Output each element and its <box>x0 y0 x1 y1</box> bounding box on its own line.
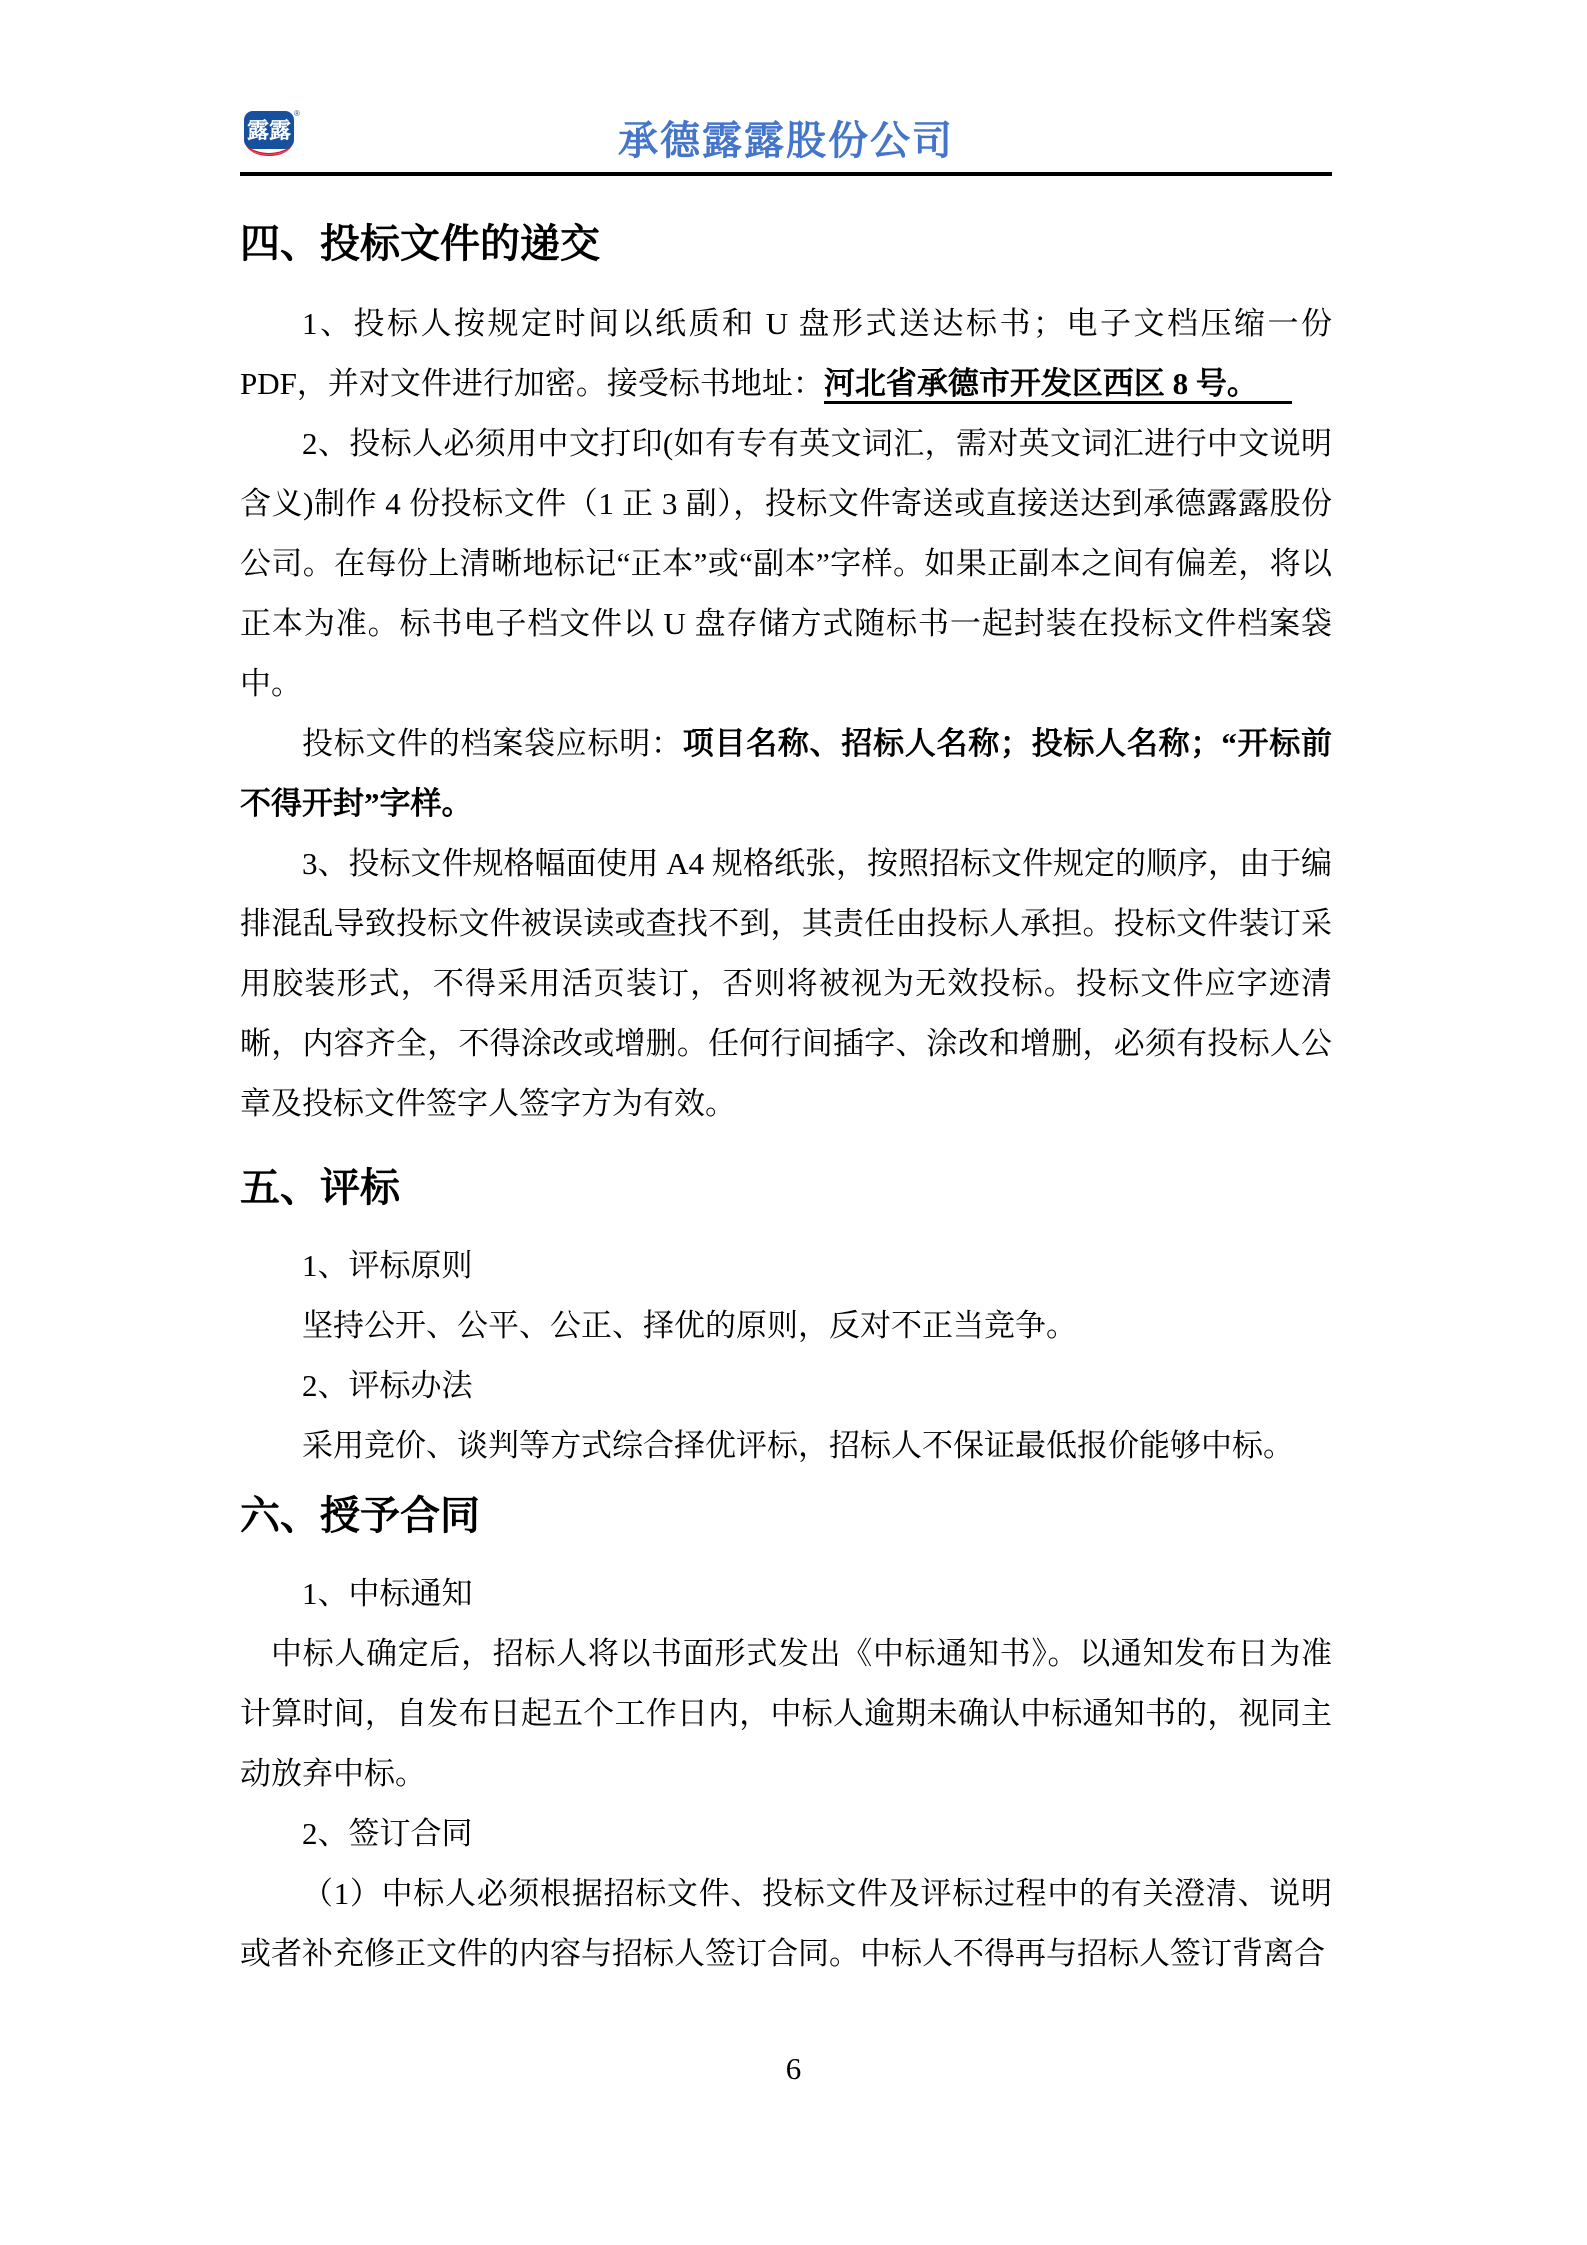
section-title-evaluation: 五、评标 <box>240 1165 400 1210</box>
paragraph-delivery-3: 3、投标文件规格幅面使用 A4 规格纸张，按照招标文件规定的顺序，由于编排混乱导致投标文件被误读或查找不到，其责任由投标人承担。投标文件装订采用胶装形式，不得采用活页装订，否则将被视为无效投标。投标文件应字迹清晰，内容齐全，不得涂改或增删。任何行间插字、涂改和增删，必须有投标人公章及投标文件签字人签字方为有效。 <box>240 846 1332 1121</box>
page-header <box>240 0 1332 176</box>
item-sign-contract-title: 2、签订合同 <box>302 1816 473 1851</box>
item-evaluation-method-title: 2、评标办法 <box>302 1368 473 1403</box>
paragraph-delivery-1 <box>240 294 1332 414</box>
page-content <box>240 0 1332 1984</box>
company-name: 承德露露股份公司 <box>618 119 954 163</box>
text-segment: 1、投标人按规定时间以纸质和 U 盘形式送达标书；电子文档压缩一份 PDF，并对文件进行加密。接受标书地址： <box>240 306 1332 401</box>
item-evaluation-principle-title: 1、评标原则 <box>302 1248 473 1283</box>
logo-text: 露露 <box>246 118 292 143</box>
paragraph-award-notice: 中标人确定后，招标人将以书面形式发出《中标通知书》。以通知发布日为准计算时间，自发布日起五个工作日内，中标人逾期未确认中标通知书的，视同主动放弃中标。 <box>240 1636 1332 1791</box>
text-segment: 投标文件的档案袋应标明： <box>302 726 683 761</box>
item-evaluation-method-text: 采用竞价、谈判等方式综合择优评标，招标人不保证最低报价能够中标。 <box>302 1428 1294 1463</box>
page-number: 6 <box>785 2051 802 2086</box>
bid-address-text: 河北省承德市开发区西区 8 号。 <box>824 366 1292 404</box>
paragraph-sign-contract: （1）中标人必须根据招标文件、投标文件及评标过程中的有关澄清、说明或者补充修正文件的内容与招标人签订合同。中标人不得再与招标人签订背离合 <box>240 1876 1332 1971</box>
paragraph-delivery-2: 2、投标人必须用中文打印(如有专有英文词汇，需对英文词汇进行中文说明含义)制作 4 份投标文件（1 正 3 副），投标文件寄送或直接送达到承德露露股份公司。在每份上清晰地标记“正本”或“副本”字样。如果正副本之间有偏差，将以正本为准。标书电子档文件以 U 盘存储方式随标书一起封装在投标文件档案袋中。 <box>240 426 1332 701</box>
registered-mark: ® <box>294 109 300 118</box>
item-evaluation-principle-text: 坚持公开、公平、公正、择优的原则，反对不正当竞争。 <box>302 1308 1077 1343</box>
paragraph-archive-bag <box>240 714 1332 834</box>
archive-bag-label-text: 项目名称、招标人名称；投标人名称；“开标前不得开封”字样。 <box>240 726 1333 821</box>
item-award-notice-title: 1、中标通知 <box>302 1576 473 1611</box>
section-title-delivery: 四、投标文件的递交 <box>240 221 600 266</box>
section-title-award-contract: 六、授予合同 <box>240 1493 480 1538</box>
